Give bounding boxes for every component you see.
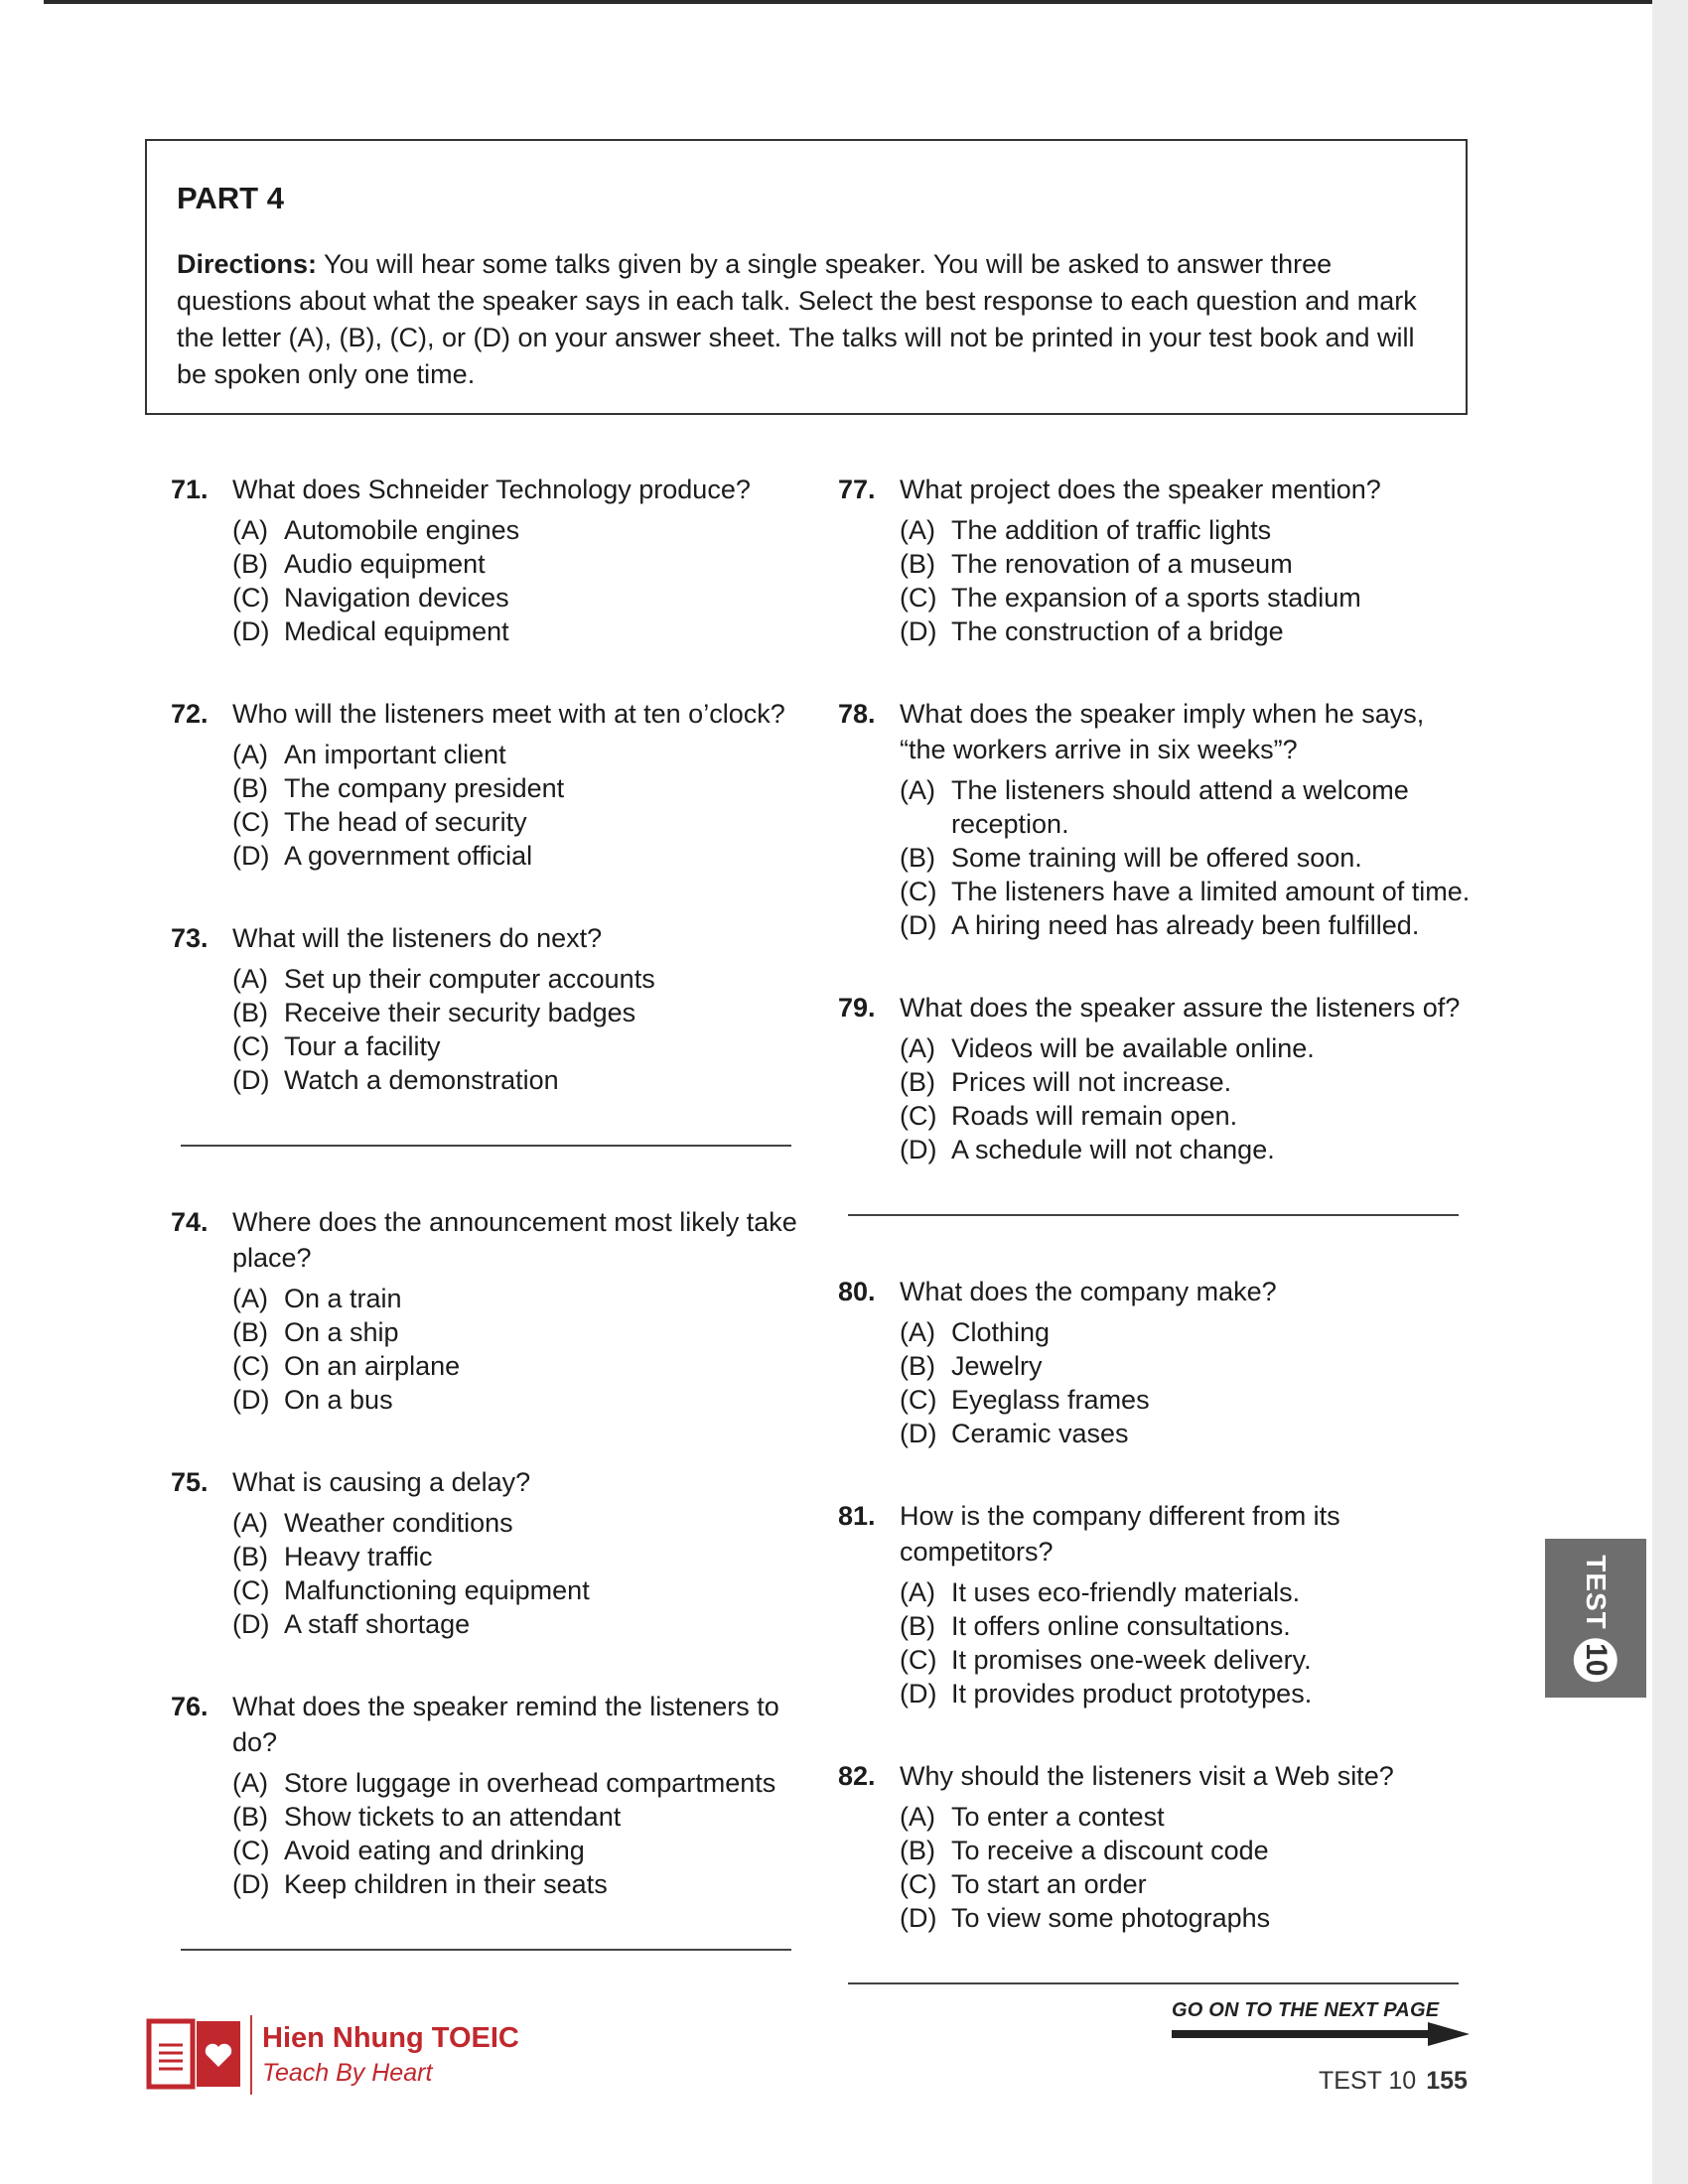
option-letter: (C)	[232, 583, 270, 613]
answer-option	[232, 1800, 806, 1834]
answer-option	[900, 773, 1474, 841]
question-text: What does the speaker remind the listeners to do?	[232, 1692, 779, 1757]
question-row	[171, 920, 806, 956]
question-row	[838, 472, 1474, 507]
answer-option	[232, 805, 806, 839]
option-letter: (C)	[232, 1351, 270, 1381]
option-text: Ceramic vases	[951, 1419, 1129, 1448]
next-page-indicator	[1172, 1999, 1470, 2051]
question-80	[838, 1274, 1474, 1450]
option-text: On a bus	[284, 1385, 393, 1415]
option-letter: (A)	[232, 1768, 268, 1798]
option-letter: (D)	[232, 841, 270, 871]
option-letter: (B)	[900, 1836, 935, 1865]
answer-option	[900, 1609, 1474, 1643]
answer-option	[900, 1315, 1474, 1349]
option-text: The construction of a bridge	[951, 616, 1284, 646]
question-text: Why should the listeners visit a Web site?	[900, 1761, 1394, 1791]
directions-text	[177, 246, 1436, 393]
answer-option	[232, 1383, 806, 1417]
answer-option	[232, 513, 806, 547]
option-text: Watch a demonstration	[284, 1065, 559, 1095]
brand-tagline: Teach By Heart	[262, 2059, 433, 2087]
option-letter: (D)	[232, 1065, 270, 1095]
answer-option	[900, 841, 1474, 875]
option-letter: (B)	[232, 549, 268, 579]
option-letter: (B)	[232, 1317, 268, 1347]
question-81	[838, 1498, 1474, 1710]
question-72	[171, 696, 806, 873]
option-text: An important client	[284, 740, 506, 769]
answer-option	[900, 1867, 1474, 1901]
top-rule	[44, 0, 1652, 4]
question-text: What does Schneider Technology produce?	[232, 475, 751, 504]
option-text: The renovation of a museum	[951, 549, 1293, 579]
part-title: PART 4	[177, 181, 284, 215]
question-number: 79.	[838, 993, 876, 1023]
question-number: 75.	[171, 1467, 209, 1497]
question-73	[171, 920, 806, 1097]
answer-options	[232, 962, 806, 1097]
question-text: What does the speaker imply when he says, “the workers arrive in six weeks”?	[900, 699, 1425, 764]
option-text: Clothing	[951, 1317, 1051, 1347]
option-text: Navigation devices	[284, 583, 509, 613]
question-text: What is causing a delay?	[232, 1467, 531, 1497]
option-letter: (C)	[232, 1836, 270, 1865]
section-divider	[181, 1949, 791, 1951]
option-letter: (D)	[900, 1135, 937, 1164]
answer-option	[900, 875, 1474, 908]
option-text: A hiring need has already been fulfilled.	[951, 910, 1420, 940]
side-tab-number: 10	[1574, 1638, 1618, 1682]
question-row	[171, 696, 806, 732]
answer-option	[900, 1349, 1474, 1383]
footer-test-label: TEST 10	[1319, 2067, 1417, 2095]
option-text: To receive a discount code	[951, 1836, 1269, 1865]
answer-option	[232, 738, 806, 771]
option-text: Weather conditions	[284, 1508, 513, 1538]
option-letter: (D)	[232, 616, 270, 646]
question-text: What does the speaker assure the listeners of?	[900, 993, 1461, 1023]
answer-option	[232, 962, 806, 996]
option-letter: (C)	[900, 1645, 937, 1675]
question-text: Where does the announcement most likely take place?	[232, 1207, 797, 1273]
option-text: Avoid eating and drinking	[284, 1836, 585, 1865]
option-text: Keep children in their seats	[284, 1869, 608, 1899]
question-number: 72.	[171, 699, 209, 729]
answer-option	[232, 581, 806, 614]
option-text: Show tickets to an attendant	[284, 1802, 622, 1832]
option-text: The company president	[284, 773, 565, 803]
answer-option	[232, 1029, 806, 1063]
answer-option	[900, 1099, 1474, 1133]
answer-option	[900, 1643, 1474, 1677]
question-text: How is the company different from its competitors?	[900, 1501, 1340, 1567]
option-text: The expansion of a sports stadium	[951, 583, 1361, 613]
option-letter: (D)	[232, 1609, 270, 1639]
question-row	[171, 1689, 806, 1760]
option-text: On a train	[284, 1284, 402, 1313]
option-letter: (D)	[900, 616, 937, 646]
option-text: It promises one-week delivery.	[951, 1645, 1312, 1675]
answer-options	[232, 1766, 806, 1901]
side-tab-label: TEST	[1581, 1555, 1612, 1630]
answer-option	[232, 1349, 806, 1383]
answer-option	[232, 1540, 806, 1573]
answer-option	[900, 513, 1474, 547]
option-letter: (A)	[900, 775, 935, 805]
answer-options	[232, 1506, 806, 1641]
option-text: The head of security	[284, 807, 527, 837]
section-divider	[848, 1214, 1459, 1216]
answer-options	[232, 513, 806, 648]
question-75	[171, 1464, 806, 1641]
answer-options	[900, 773, 1474, 942]
directions-body: You will hear some talks given by a single speaker. You will be asked to answer three questions about what the speaker says in each talk. Select the best response to each question and mark the letter (A), (B), (C), or (D) on your answer sheet. The talks will not be printed in your test book and will be spoken only one time.	[177, 249, 1417, 389]
answer-option	[232, 1867, 806, 1901]
option-text: Set up their computer accounts	[284, 964, 655, 994]
option-letter: (D)	[232, 1385, 270, 1415]
answer-option	[900, 547, 1474, 581]
answer-option	[900, 581, 1474, 614]
option-text: To enter a contest	[951, 1802, 1165, 1832]
section-divider	[848, 1982, 1459, 1984]
question-text: What project does the speaker mention?	[900, 475, 1381, 504]
option-text: Receive their security badges	[284, 998, 636, 1027]
option-text: Tour a facility	[284, 1031, 441, 1061]
answer-option	[232, 1315, 806, 1349]
option-text: Heavy traffic	[284, 1542, 433, 1571]
page-footer	[1319, 2067, 1468, 2096]
option-letter: (B)	[900, 1067, 935, 1097]
option-text: Automobile engines	[284, 515, 520, 545]
question-number: 77.	[838, 475, 876, 504]
answer-option	[900, 1800, 1474, 1834]
question-row	[838, 1498, 1474, 1570]
question-row	[171, 1204, 806, 1276]
option-text: Audio equipment	[284, 549, 486, 579]
question-82	[838, 1758, 1474, 1935]
option-text: To start an order	[951, 1869, 1147, 1899]
option-letter: (B)	[232, 1802, 268, 1832]
answer-options	[900, 1315, 1474, 1450]
question-71	[171, 472, 806, 648]
question-78	[838, 696, 1474, 942]
page-edge-shadow	[1652, 0, 1688, 2184]
answer-option	[900, 1677, 1474, 1710]
next-page-text: GO ON TO THE NEXT PAGE	[1172, 1999, 1440, 2021]
book-heart-icon	[145, 2015, 244, 2095]
question-77	[838, 472, 1474, 648]
option-letter: (A)	[232, 515, 268, 545]
left-column	[171, 472, 806, 2008]
option-letter: (A)	[900, 1317, 935, 1347]
option-text: Eyeglass frames	[951, 1385, 1150, 1415]
answer-options	[232, 1282, 806, 1417]
option-text: Medical equipment	[284, 616, 509, 646]
page-number: 155	[1426, 2067, 1468, 2095]
option-text: The listeners have a limited amount of time.	[951, 877, 1471, 906]
question-number: 76.	[171, 1692, 209, 1721]
answer-option	[900, 1417, 1474, 1450]
option-letter: (C)	[232, 807, 270, 837]
arrow-right-icon	[1172, 2022, 1470, 2046]
option-letter: (C)	[232, 1031, 270, 1061]
option-letter: (C)	[900, 1101, 937, 1131]
answer-option	[900, 1065, 1474, 1099]
option-letter: (B)	[900, 1611, 935, 1641]
question-text: Who will the listeners meet with at ten o’clock?	[232, 699, 785, 729]
option-text: To view some photographs	[951, 1903, 1271, 1933]
option-letter: (A)	[232, 740, 268, 769]
option-letter: (C)	[232, 1575, 270, 1605]
option-text: It provides product prototypes.	[951, 1679, 1313, 1708]
answer-options	[232, 738, 806, 873]
answer-option	[900, 614, 1474, 648]
question-number: 81.	[838, 1501, 876, 1531]
question-row	[838, 990, 1474, 1025]
answer-option	[900, 1031, 1474, 1065]
question-text: What does the company make?	[900, 1277, 1277, 1306]
answer-option	[232, 1766, 806, 1800]
answer-option	[232, 996, 806, 1029]
brand-name: Hien Nhung TOEIC	[262, 2022, 519, 2054]
option-letter: (B)	[900, 843, 935, 873]
option-letter: (B)	[232, 998, 268, 1027]
option-text: A government official	[284, 841, 533, 871]
option-text: It uses eco-friendly materials.	[951, 1577, 1301, 1607]
option-letter: (A)	[232, 1508, 268, 1538]
logo-separator	[250, 2015, 252, 2095]
option-text: Prices will not increase.	[951, 1067, 1232, 1097]
option-text: The listeners should attend a welcome reception.	[951, 775, 1409, 839]
question-number: 80.	[838, 1277, 876, 1306]
answer-option	[232, 547, 806, 581]
option-letter: (C)	[900, 877, 937, 906]
option-letter: (C)	[900, 1869, 937, 1899]
option-text: Jewelry	[951, 1351, 1043, 1381]
option-text: It offers online consultations.	[951, 1611, 1291, 1641]
option-letter: (C)	[900, 1385, 937, 1415]
answer-options	[900, 1031, 1474, 1166]
question-79	[838, 990, 1474, 1166]
section-divider	[181, 1145, 791, 1147]
answer-option	[900, 1834, 1474, 1867]
question-number: 71.	[171, 475, 209, 504]
option-text: On an airplane	[284, 1351, 461, 1381]
directions-lead: Directions:	[177, 249, 318, 279]
option-letter: (A)	[232, 1284, 268, 1313]
question-number: 74.	[171, 1207, 209, 1237]
option-letter: (B)	[232, 773, 268, 803]
option-text: Malfunctioning equipment	[284, 1575, 590, 1605]
option-text: A schedule will not change.	[951, 1135, 1275, 1164]
question-76	[171, 1689, 806, 1901]
right-column	[838, 472, 1474, 2042]
question-row	[171, 472, 806, 507]
answer-option	[232, 614, 806, 648]
option-letter: (D)	[900, 1679, 937, 1708]
question-row	[838, 1274, 1474, 1309]
question-number: 73.	[171, 923, 209, 953]
answer-option	[232, 1607, 806, 1641]
answer-option	[900, 1901, 1474, 1935]
option-letter: (B)	[232, 1542, 268, 1571]
answer-option	[232, 771, 806, 805]
answer-option	[900, 1383, 1474, 1417]
option-letter: (A)	[900, 1033, 935, 1063]
answer-option	[232, 1506, 806, 1540]
option-letter: (D)	[900, 1903, 937, 1933]
question-row	[838, 696, 1474, 767]
answer-option	[900, 908, 1474, 942]
answer-options	[900, 1575, 1474, 1710]
answer-option	[232, 1282, 806, 1315]
option-text: A staff shortage	[284, 1609, 471, 1639]
question-number: 82.	[838, 1761, 876, 1791]
option-letter: (A)	[900, 1577, 935, 1607]
option-letter: (B)	[900, 1351, 935, 1381]
option-letter: (C)	[900, 583, 937, 613]
option-letter: (D)	[232, 1869, 270, 1899]
answer-option	[232, 1063, 806, 1097]
answer-option	[232, 1834, 806, 1867]
option-text: Videos will be available online.	[951, 1033, 1315, 1063]
option-letter: (A)	[232, 964, 268, 994]
option-text: Store luggage in overhead compartments	[284, 1768, 776, 1798]
option-letter: (D)	[900, 910, 937, 940]
answer-option	[900, 1133, 1474, 1166]
option-letter: (D)	[900, 1419, 937, 1448]
option-text: On a ship	[284, 1317, 399, 1347]
option-text: Some training will be offered soon.	[951, 843, 1362, 873]
option-letter: (B)	[900, 549, 935, 579]
option-text: The addition of traffic lights	[951, 515, 1272, 545]
question-row	[171, 1464, 806, 1500]
brand-logo	[145, 2015, 519, 2095]
option-text: Roads will remain open.	[951, 1101, 1238, 1131]
option-letter: (A)	[900, 515, 935, 545]
answer-option	[900, 1575, 1474, 1609]
question-row	[838, 1758, 1474, 1794]
option-letter: (A)	[900, 1802, 935, 1832]
answer-options	[900, 1800, 1474, 1935]
question-number: 78.	[838, 699, 876, 729]
answer-option	[232, 839, 806, 873]
question-text: What will the listeners do next?	[232, 923, 603, 953]
answer-options	[900, 513, 1474, 648]
answer-option	[232, 1573, 806, 1607]
directions-box	[145, 139, 1468, 415]
test-side-tab	[1545, 1539, 1646, 1698]
question-74	[171, 1204, 806, 1417]
